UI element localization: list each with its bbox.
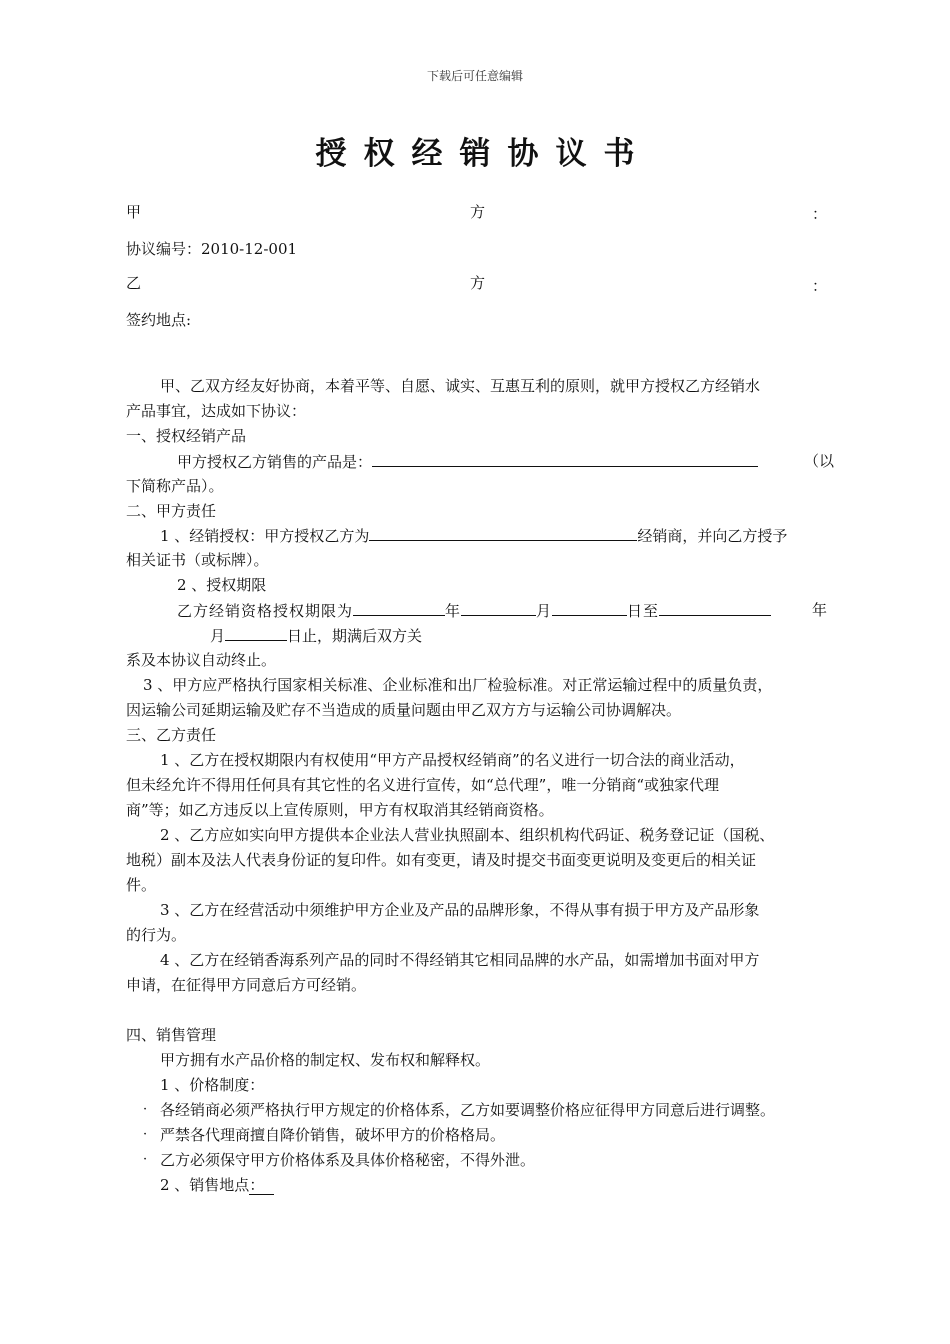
section-3-item-2-line-2: 地税）副本及法人代表身份证的复印件。如有变更，请及时提交书面变更说明及变更后的相关证 bbox=[126, 851, 757, 869]
section-3-item-2-line-3: 件。 bbox=[126, 876, 157, 894]
party-b-colon: ： bbox=[812, 277, 828, 295]
intro-line-1: 甲、乙双方经友好协商，本着平等、自愿、诚实、互惠互利的原则，就甲方授权乙方经销水 bbox=[160, 377, 761, 395]
item-1-label: 1 、经销授权：甲方授权乙方为 bbox=[160, 527, 370, 545]
section-3-item-4-line-2: 申请，在征得甲方同意后方可经销。 bbox=[126, 976, 367, 994]
section-2-item-2-heading: 2 、授权期限 bbox=[177, 576, 267, 594]
month-label: 月 bbox=[536, 602, 553, 620]
price-system-heading: 1 、价格制度： bbox=[160, 1076, 265, 1094]
item-1-tail: 经销商，并向乙方授予 bbox=[637, 527, 788, 545]
section-2-item-1 bbox=[160, 525, 787, 546]
section-1-line-2: 下简称产品）。 bbox=[126, 477, 224, 495]
section-2-item-1-cont: 相关证书（或标牌）。 bbox=[126, 551, 269, 569]
price-rule-1: 各经销商必须严格执行甲方规定的价格体系，乙方如要调整价格应征得甲方同意后进行调整。 bbox=[160, 1101, 776, 1119]
section-2-heading: 二、甲方责任 bbox=[126, 502, 217, 520]
end-year-blank[interactable] bbox=[659, 600, 771, 616]
year-label: 年 bbox=[445, 602, 462, 620]
bullet-3-icon: · bbox=[143, 1152, 148, 1167]
section-2-item-3-line-2: 因运输公司延期运输及贮存不当造成的质量问题由甲乙双方方与运输公司协调解决。 bbox=[126, 701, 682, 719]
sales-place-line bbox=[160, 1175, 274, 1195]
period-label: 乙方经销资格授权期限为 bbox=[177, 602, 354, 620]
start-year-blank[interactable] bbox=[353, 600, 445, 616]
authorization-period-line-2 bbox=[210, 625, 422, 646]
section-1-abbr-open: （以 bbox=[804, 452, 835, 470]
product-blank[interactable] bbox=[372, 451, 758, 467]
price-rule-3: 乙方必须保守甲方价格体系及具体价格秘密，不得外泄。 bbox=[160, 1151, 536, 1169]
bullet-1-icon: · bbox=[143, 1102, 148, 1117]
intro-line-2: 产品事宜，达成如下协议： bbox=[126, 402, 307, 420]
section-4-para-1: 甲方拥有水产品价格的制定权、发布权和解释权。 bbox=[160, 1051, 491, 1069]
section-3-item-3-line-1: 3 、乙方在经营活动中须维护甲方企业及产品的品牌形象，不得从事有损于甲方及产品形象 bbox=[160, 901, 760, 919]
header-note: 下载后可任意编辑 bbox=[426, 69, 523, 83]
section-3-item-2-line-1: 2 、乙方应如实向甲方提供本企业法人营业执照副本、组织机构代码证、税务登记证（国税、 bbox=[160, 826, 775, 844]
price-rule-2: 严禁各代理商擅自降价销售，破坏甲方的价格格局。 bbox=[160, 1126, 506, 1144]
party-b-label: 乙 bbox=[126, 274, 142, 292]
end-year-label: 年 bbox=[812, 601, 828, 619]
authorization-period-line bbox=[177, 600, 771, 621]
section-2-item-2-cont: 系及本协议自动终止。 bbox=[126, 651, 277, 669]
party-b-mid: 方 bbox=[470, 274, 486, 292]
start-day-blank[interactable] bbox=[552, 600, 627, 616]
agreement-number: 协议编号：2010-12-001 bbox=[126, 240, 298, 258]
end-month-label: 月 bbox=[210, 627, 226, 645]
section-3-heading: 三、乙方责任 bbox=[126, 726, 217, 744]
section-2-item-3-line-1: 3 、甲方应严格执行国家相关标准、企业标准和出厂检验标准。对正常运输过程中的质量负责， bbox=[143, 676, 773, 694]
sales-place-label: 2 、销售地点 bbox=[160, 1176, 250, 1194]
day-to-label: 日至 bbox=[627, 602, 660, 620]
dealer-type-blank[interactable] bbox=[369, 525, 637, 541]
document-title: 授权经销协议书 bbox=[315, 136, 652, 172]
section-1-product-line bbox=[177, 451, 758, 472]
start-month-blank[interactable] bbox=[461, 600, 536, 616]
section-1-heading: 一、授权经销产品 bbox=[126, 427, 247, 445]
section-3-item-3-line-2: 的行为。 bbox=[126, 926, 187, 944]
section-3-item-1-line-1: 1 、乙方在授权期限内有权使用“甲方产品授权经销商”的名义进行一切合法的商业活动， bbox=[160, 751, 745, 769]
product-label: 甲方授权乙方销售的产品是： bbox=[177, 453, 373, 471]
period-end-text: 日止，期满后双方关 bbox=[287, 627, 423, 645]
party-a-mid: 方 bbox=[470, 203, 486, 221]
end-day-blank[interactable] bbox=[225, 625, 287, 641]
sign-place: 签约地点: bbox=[126, 311, 192, 329]
section-3-item-4-line-1: 4 、乙方在经销香海系列产品的同时不得经销其它相同品牌的水产品，如需增加书面对甲方 bbox=[160, 951, 760, 969]
party-a-colon: ： bbox=[812, 205, 828, 223]
party-a-label: 甲 bbox=[126, 203, 142, 221]
section-3-item-1-line-3: 商”等；如乙方违反以上宣传原则，甲方有权取消其经销商资格。 bbox=[126, 801, 554, 819]
section-4-heading: 四、销售管理 bbox=[126, 1026, 217, 1044]
section-3-item-1-line-2: 但未经允许不得用任何具有其它性的名义进行宣传，如“总代理”，唯一分销商“或独家代理 bbox=[126, 776, 720, 794]
sales-place-blank[interactable]: ： bbox=[249, 1176, 274, 1195]
bullet-2-icon: · bbox=[143, 1127, 148, 1142]
